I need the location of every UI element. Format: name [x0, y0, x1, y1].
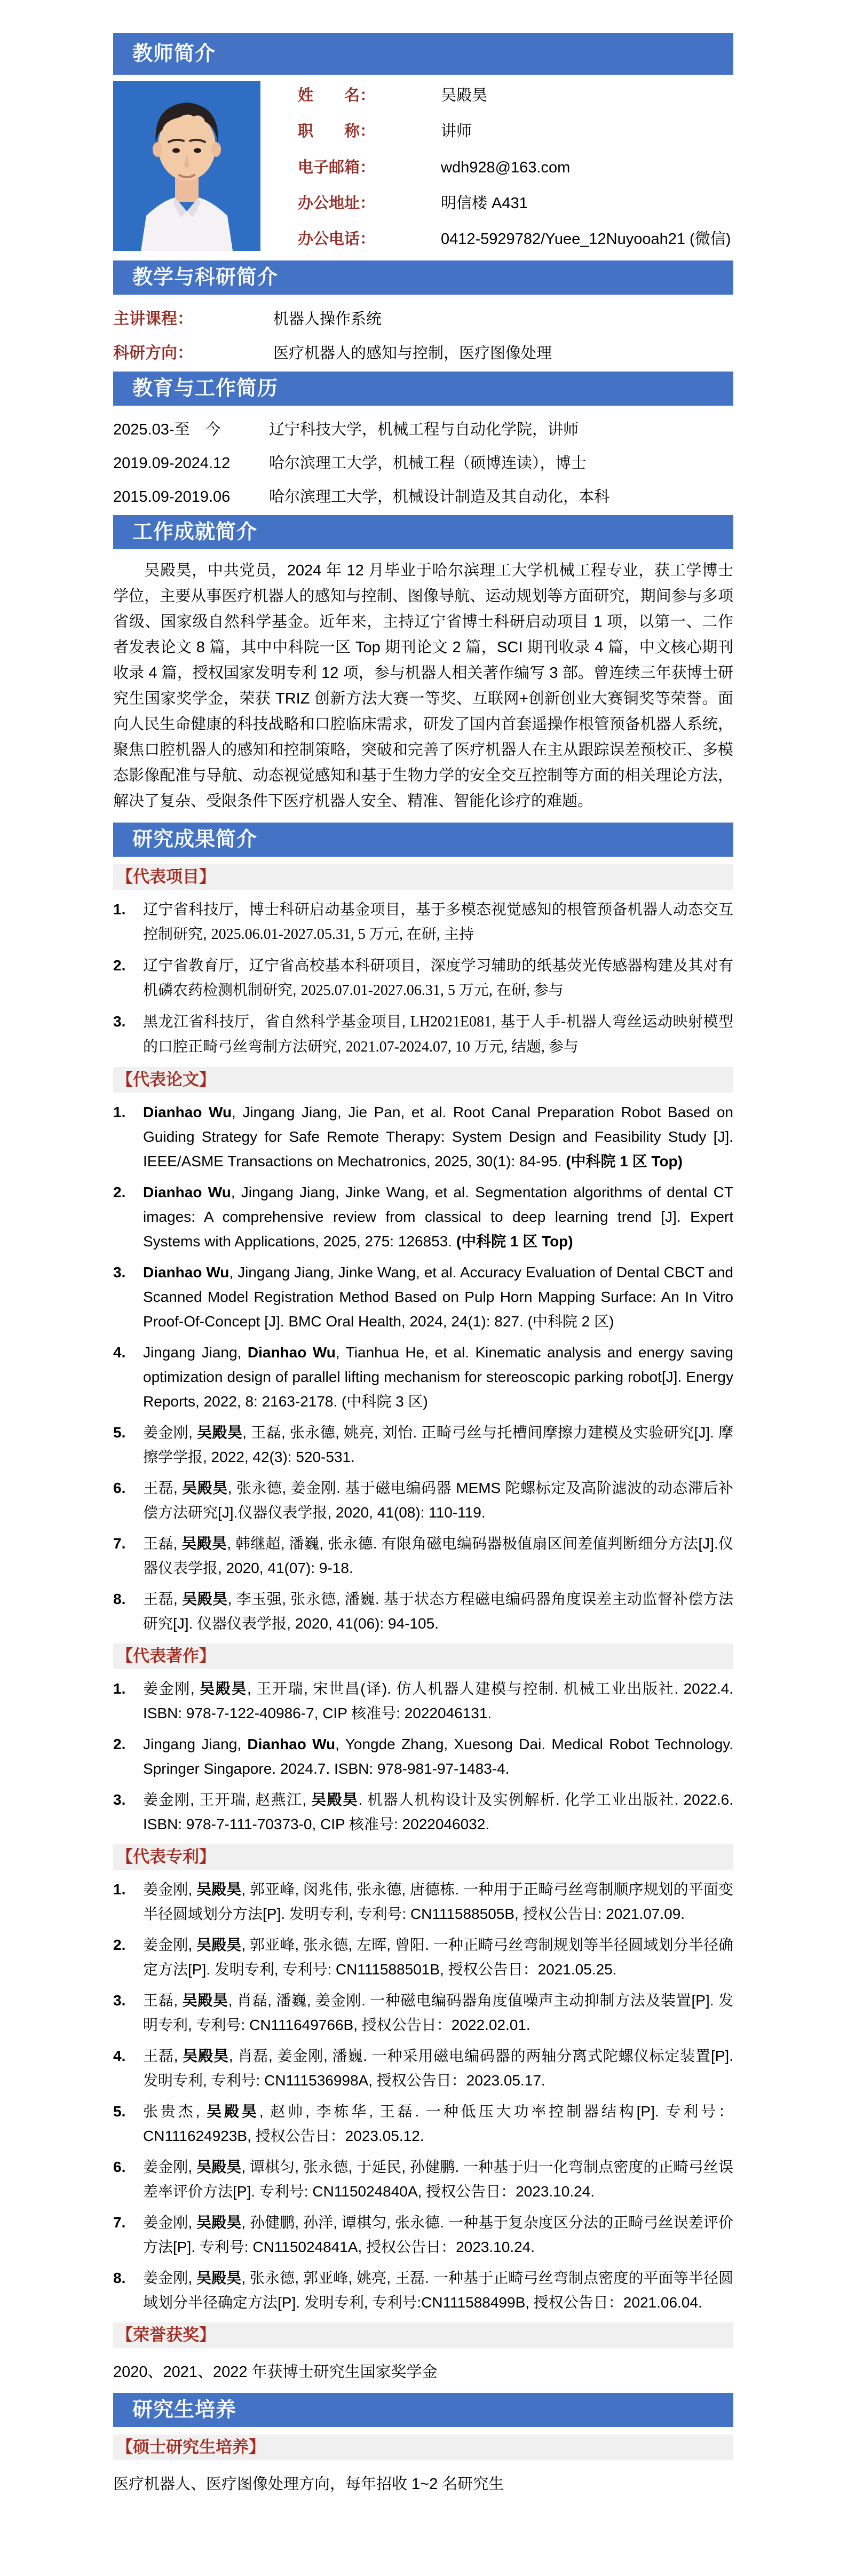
text-segment: , 郭亚峰, 张永德, 左晖, 曾阳. 一种正畸弓丝弯制规划等半径圆域划分半径确定方法[P]. 发明专利, 专利号: CN111588501B, 授权公告日：2021.05.25. — [143, 1937, 733, 1978]
profile-photo — [113, 81, 260, 251]
contact-field-value: wdh928@163.com — [441, 159, 571, 176]
item-number: 3. — [113, 1791, 126, 1808]
education-period: 2025.03-至 今 — [113, 421, 221, 438]
paper-item — [113, 1180, 733, 1254]
teaching-field-label: 科研方向： — [113, 344, 193, 362]
text-segment: 姜金刚, — [143, 2159, 197, 2175]
banner-title: 教学与科研简介 — [132, 266, 279, 289]
teaching-field-value: 机器人操作系统 — [273, 311, 382, 328]
text-segment: 王磊, — [143, 1591, 183, 1607]
text-segment: Dianhao Wu — [143, 1264, 229, 1281]
text-segment: 姜金刚, 王开瑞, 赵燕江, — [143, 1791, 312, 1808]
paper-citation — [143, 1531, 733, 1581]
item-number: 4. — [113, 1344, 126, 1361]
honors-text: 2020、2021、2022 年获博士研究生国家奖学金 — [113, 2364, 438, 2381]
contact-field-value: 吴殿昊 — [441, 87, 488, 104]
subsection-title: 【代表著作】 — [116, 1647, 216, 1665]
section-banner-teaching-research — [113, 260, 733, 295]
contact-field-label: 电子邮箱： — [298, 159, 376, 176]
text-segment: 辽宁省科技厅，博士科研启动基金项目，基于多模态视觉感知的根管预备机器人动态交互控制研究, — [143, 901, 733, 942]
text-segment: 吴殿昊 — [183, 2048, 229, 2064]
education-row — [113, 451, 733, 473]
section-banner-teacher-profile — [113, 33, 733, 75]
education-row — [113, 485, 733, 507]
teaching-research-block — [113, 305, 733, 363]
text-segment: 2021.07-2024.07, 10 万元, 结题, 参与 — [345, 1039, 579, 1055]
text-segment: , 肖磊, 姜金刚, 潘巍. 一种采用磁电编码器的两轴分离式陀螺仪标定装置[P]. 发明专利, 专利号: CN111536998A, 授权公告日：2023.05.17. — [143, 2048, 733, 2089]
book-citation — [143, 1732, 733, 1781]
text-segment: 辽宁省教育厅，辽宁省高校基本科研项目，深度学习辅助的纸基荧光传感器构建及其对有机磷农药检测机制研究, — [143, 957, 733, 998]
paper-item — [113, 1100, 733, 1174]
text-segment: 吴殿昊 — [196, 1937, 242, 1953]
contact-row — [298, 155, 733, 177]
text-segment: 吴殿昊 — [182, 1591, 228, 1607]
text-segment: 吴殿昊 — [196, 1881, 242, 1898]
patent-item — [113, 2210, 733, 2259]
section-banner-graduate-training — [113, 2393, 733, 2427]
education-period: 2015.09-2019.06 — [113, 488, 231, 505]
text-segment: 王磊, — [143, 2048, 183, 2064]
text-segment: , 肖磊, 潘巍, 姜金刚. 一种磁电编码器角度值噪声主动抑制方法及装置[P]. 发明专利, 专利号: CN111649766B, 授权公告日：2022.02.01. — [143, 1992, 733, 2033]
text-segment: , 张永德, 姜金刚. 基于磁电编码器 MEMS 陀螺标定及高阶滤波的动态滞后补偿方法研究[J].仪器仪表学报, 2020, 41(08): 110-119. — [143, 1480, 733, 1521]
item-number: 1. — [113, 1881, 126, 1898]
text-segment: 2025.06.01-2027.05.31, 5 万元, 在研, 主持 — [211, 926, 474, 943]
text-segment: , 基于人手-机器人弯丝运动映射模型的口腔正畸弓丝弯制方法研究, — [143, 1013, 733, 1055]
item-number: 8. — [113, 1591, 126, 1607]
book-item — [113, 1732, 733, 1781]
text-segment: 姜金刚, — [143, 1937, 197, 1953]
teaching-row — [113, 305, 733, 329]
book-citation — [143, 1677, 733, 1726]
paper-item — [113, 1260, 733, 1334]
teaching-field-label: 主讲课程： — [113, 310, 193, 328]
paper-citation — [143, 1476, 733, 1525]
item-number: 8. — [113, 2270, 126, 2286]
text-segment: Dianhao Wu — [143, 1104, 232, 1120]
text-segment: Jingang Jiang, — [143, 1344, 248, 1361]
text-segment: 王磊, — [143, 1480, 183, 1496]
patent-item — [113, 2155, 733, 2204]
patent-item — [113, 2266, 733, 2315]
project-item — [113, 897, 733, 947]
projects-list — [113, 897, 733, 1060]
section-banner-education-work — [113, 372, 733, 406]
contact-field-label: 职 称： — [298, 123, 376, 140]
text-segment: , 王磊, 张永德, 姚亮, 刘怡. 正畸弓丝与托槽间摩擦力建模及实验研究[J]. 摩擦学学报, 2022, 42(3): 520-531. — [143, 1424, 733, 1465]
contact-info — [260, 81, 733, 252]
patent-citation — [143, 1988, 733, 2037]
item-number: 5. — [113, 1424, 126, 1441]
project-text — [143, 897, 733, 947]
patent-citation — [143, 2210, 733, 2259]
item-number: 7. — [113, 2214, 126, 2231]
project-text — [143, 953, 733, 1003]
project-item — [113, 953, 733, 1003]
paper-citation — [143, 1340, 733, 1414]
text-segment: 张贵杰, — [143, 2103, 207, 2120]
text-segment: 王磊, — [143, 1535, 182, 1552]
contact-row — [298, 191, 733, 213]
master-training-text: 医疗机器人、医疗图像处理方向，每年招收 1~2 名研究生 — [113, 2476, 504, 2493]
text-segment: , Jingang Jiang, Jinke Wang, et al. Accuracy Evaluation of Dental CBCT and Scanned Model Registration Method Based on Pulp Horn Mapping Surface: An In Vitro Proof-Of-Concept [J]. BMC Oral Health, 2024, 24(1): 827. (中科院 2 区) — [143, 1264, 734, 1330]
item-number: 5. — [113, 2103, 126, 2120]
text-segment: 姜金刚, — [143, 1881, 197, 1898]
text-segment: 姜金刚, — [143, 1680, 200, 1697]
patent-item — [113, 1988, 733, 2037]
text-segment: 吴殿昊 — [207, 2103, 259, 2120]
text-segment: 黑龙江省科技厅，省自然科学基金项目, — [143, 1013, 410, 1030]
text-segment: Jingang Jiang, — [143, 1736, 248, 1752]
patent-citation — [143, 1933, 733, 1982]
item-number: 1. — [113, 901, 126, 918]
patent-citation — [143, 2044, 733, 2093]
subsection-title: 【代表论文】 — [116, 1070, 216, 1089]
text-segment: , 李玉强, 张永德, 潘巍. 基于状态方程磁电编码器角度误差主动监督补偿方法研究[J]. 仪器仪表学报, 2020, 41(06): 94-105. — [143, 1591, 733, 1632]
contact-field-label: 姓 名： — [298, 87, 376, 104]
paper-citation — [143, 1100, 733, 1174]
text-segment: 姜金刚, — [143, 2270, 197, 2286]
subsection-header-honors — [113, 2322, 733, 2348]
education-detail: 哈尔滨理工大学，机械设计制造及其自动化，本科 — [269, 488, 610, 505]
paper-citation — [143, 1420, 733, 1469]
text-segment: LH2021E081 — [410, 1014, 492, 1030]
banner-title: 研究成果简介 — [132, 828, 258, 851]
text-segment: (中科院 1 区 Top) — [456, 1233, 573, 1250]
subsection-header-patents — [113, 1844, 733, 1870]
education-row — [113, 417, 733, 439]
book-citation — [143, 1788, 733, 1837]
contact-field-label: 办公地址： — [298, 194, 376, 212]
subsection-header-projects — [113, 864, 733, 890]
subsection-header-master-training — [113, 2435, 733, 2460]
patents-list — [113, 1877, 733, 2315]
text-segment: 吴殿昊 — [311, 1791, 359, 1808]
banner-title: 教育与工作简历 — [132, 377, 279, 400]
banner-title: 工作成就简介 — [132, 521, 258, 543]
text-segment: . 机器人机构设计及实例解析. 化学工业出版社. 2022.6. ISBN: 978-7-111-70373-0, CIP 核准号: 2022046032. — [143, 1791, 733, 1832]
text-segment: , Jingang Jiang, Jinke Wang, et al. Segmentation algorithms of dental CT images: A comprehensive review from classical to deep learning trend [J]. Expert Systems with Applications, 2025, 275: 126853. — [143, 1184, 733, 1250]
subsection-title: 【代表专利】 — [116, 1847, 216, 1866]
subsection-header-books — [113, 1643, 733, 1669]
text-segment: , 谭棋匀, 张永德, 于延民, 孙健鹏. 一种基于归一化弯制点密度的正畸弓丝误差率评价方法[P]. 专利号: CN115024840A, 授权公告日：2023.10.24. — [143, 2159, 733, 2200]
banner-title: 教师简介 — [132, 43, 216, 65]
text-segment: Dianhao Wu — [247, 1344, 336, 1361]
paper-item — [113, 1531, 733, 1581]
text-segment: 吴殿昊 — [196, 2214, 242, 2231]
patent-citation — [143, 1877, 733, 1926]
profile-block — [113, 81, 733, 252]
text-segment: , 孙健鹏, 孙洋, 谭棋匀, 张永德. 一种基于复杂度区分法的正畸弓丝误差评价方法[P]. 专利号: CN115024841A, 授权公告日：2023.10.24. — [143, 2214, 733, 2255]
papers-list — [113, 1100, 733, 1636]
patent-citation — [143, 2099, 733, 2148]
item-number: 6. — [113, 1480, 126, 1496]
contact-field-label: 办公电话： — [298, 231, 376, 248]
paper-citation — [143, 1180, 733, 1254]
paper-citation — [143, 1587, 733, 1636]
text-segment: Dianhao Wu — [247, 1736, 336, 1752]
section-banner-research-results — [113, 823, 733, 857]
education-detail: 辽宁科技大学，机械工程与自动化学院，讲师 — [269, 421, 579, 438]
text-segment: , Jingang Jiang, Jie Pan, et al. Root Canal Preparation Robot Based on Guiding Strategy for Safe Remote Therapy: System Design and Feasibility Study [J]. IEEE/ASME Transactions on Mechatronics, 2025, 30(1): 84-95. — [143, 1104, 733, 1170]
item-number: 4. — [113, 2048, 126, 2064]
education-period: 2019.09-2024.12 — [113, 455, 231, 472]
teaching-row — [113, 339, 733, 363]
text-segment: 吴殿昊 — [182, 1992, 228, 2009]
text-segment: 姜金刚, — [143, 1424, 197, 1441]
faculty-profile-page — [113, 0, 733, 2534]
item-number: 1. — [113, 1104, 126, 1120]
text-segment: , Yongde Zhang, Xuesong Dai. Medical Robot Technology. Springer Singapore. 2024.7. ISBN: 978-981-97-1483-4. — [143, 1736, 734, 1777]
text-segment: 吴殿昊 — [196, 2159, 242, 2175]
item-number: 1. — [113, 1680, 126, 1697]
project-item — [113, 1009, 733, 1060]
subsection-header-papers — [113, 1067, 733, 1093]
text-segment: , 赵帅, 李栋华, 王磊. 一种低压大功率控制器结构[P]. 专利号：CN111624923B, 授权公告日：2023.05.12. — [143, 2103, 733, 2144]
text-segment: 吴殿昊 — [197, 1424, 243, 1441]
item-number: 2. — [113, 1736, 126, 1752]
achievements-paragraph: 吴殿昊，中共党员，2024 年 12 月毕业于哈尔滨理工大学机械工程专业，获工学博士学位，主要从事医疗机器人的感知与控制、图像导航、运动规划等方面研究，期间参与多项省级、国家级自然科学基金。近年来，主持辽宁省博士科研启动项目 1 项，以第一、二作者发表论文 8 篇，其中中科院一区 Top 期刊论文 2 篇，SCI 期刊收录 4 篇，中文核心期刊收录 4 篇，授权国家发明专利 12 项，参与机器人相关著作编写 3 部。曾连续三年获博士研究生国家奖学金，荣获 TRIZ 创新方法大赛一等奖、互联网+创新创业大赛铜奖等荣誉。面向人民生命健康的科技战略和口腔临床需求，研发了国内首套遥操作根管预备机器人系统，聚焦口腔机器人的感知和控制策略，突破和完善了医疗机器人在主从跟踪误差预校正、多模态影像配准与导航、动态视觉感知和基于生物力学的安全交互控制等方面的相关理论方法，解决了复杂、受限条件下医疗机器人安全、精准、智能化诊疗的难题。 — [113, 562, 733, 810]
text-segment: 王磊, — [143, 1992, 183, 2009]
text-segment: , Tianhua He, et al. Kinematic analysis and energy saving optimization design of parallel lifting mechanism for stereoscopic parking robot[J]. Energy Reports, 2022, 8: 2163-2178. (中科院 3 区) — [143, 1344, 734, 1410]
item-number: 2. — [113, 1184, 126, 1200]
text-segment: 吴殿昊 — [196, 2270, 242, 2286]
paper-citation — [143, 1260, 733, 1334]
contact-row — [298, 119, 733, 141]
item-number: 2. — [113, 1937, 126, 1953]
text-segment: 姜金刚, — [143, 2214, 197, 2231]
text-segment: , 韩继超, 潘巍, 张永德. 有限角磁电编码器极值扇区间差值判断细分方法[J].仪器仪表学报, 2020, 41(07): 9-18. — [143, 1535, 733, 1576]
section-banner-achievements — [113, 515, 733, 549]
subsection-title: 【硕士研究生培养】 — [116, 2438, 265, 2456]
book-item — [113, 1788, 733, 1837]
item-number: 6. — [113, 2159, 126, 2175]
text-segment: 吴殿昊 — [200, 1680, 248, 1697]
paper-item — [113, 1476, 733, 1525]
item-number: 2. — [113, 957, 126, 974]
item-number: 3. — [113, 1013, 126, 1030]
contact-field-value: 明信楼 A431 — [441, 194, 528, 212]
patent-item — [113, 2099, 733, 2148]
patent-citation — [143, 2266, 733, 2315]
book-item — [113, 1677, 733, 1726]
banner-title: 研究生培养 — [132, 2399, 237, 2421]
item-number: 3. — [113, 1992, 126, 2009]
subsection-title: 【代表项目】 — [116, 867, 216, 886]
item-number: 7. — [113, 1535, 126, 1552]
text-segment: 吴殿昊 — [181, 1535, 227, 1552]
text-segment: , 张永德, 郭亚峰, 姚亮, 王磊. 一种基于正畸弓丝弯制点密度的平面等半径圆域划分半径确定方法[P]. 发明专利, 专利号:CN111588499B, 授权公告日：2021.06.04. — [143, 2270, 733, 2311]
patent-citation — [143, 2155, 733, 2204]
item-number: 3. — [113, 1264, 126, 1281]
paper-item — [113, 1340, 733, 1414]
books-list — [113, 1677, 733, 1837]
text-segment: Dianhao Wu — [143, 1184, 231, 1200]
subsection-title: 【荣誉获奖】 — [116, 2326, 216, 2344]
portrait-illustration — [113, 81, 260, 251]
text-segment: , 郭亚峰, 闵兆伟, 张永德, 唐德栋. 一种用于正畸弓丝弯制顺序规划的平面变半径圆域划分方法[P]. 发明专利, 专利号: CN111588505B, 授权公告日: 2021.07.09. — [143, 1881, 733, 1922]
paper-item — [113, 1587, 733, 1636]
text-segment: 吴殿昊 — [182, 1480, 228, 1496]
patent-item — [113, 1877, 733, 1926]
text-segment: , 王开瑞, 宋世昌(译). 仿人机器人建模与控制. 机械工业出版社. 2022.4. ISBN: 978-7-122-40986-7, CIP 核准号: 2022046131. — [143, 1680, 733, 1721]
contact-field-value: 0412-5929782/Yuee_12Nuyooah21 (微信) — [441, 231, 731, 248]
text-segment: 2025.07.01-2027.06.31, 5 万元, 在研, 参与 — [300, 982, 564, 999]
education-history-list — [113, 417, 733, 507]
text-segment: (中科院 1 区 Top) — [566, 1153, 683, 1170]
project-text — [143, 1009, 733, 1060]
education-detail: 哈尔滨理工大学，机械工程（硕博连读），博士 — [269, 455, 587, 472]
patent-item — [113, 1933, 733, 1982]
paper-item — [113, 1420, 733, 1469]
patent-item — [113, 2044, 733, 2093]
contact-row — [298, 83, 733, 105]
contact-row — [298, 227, 733, 249]
contact-field-value: 讲师 — [441, 123, 472, 140]
teaching-field-value: 医疗机器人的感知与控制，医疗图像处理 — [273, 345, 552, 362]
